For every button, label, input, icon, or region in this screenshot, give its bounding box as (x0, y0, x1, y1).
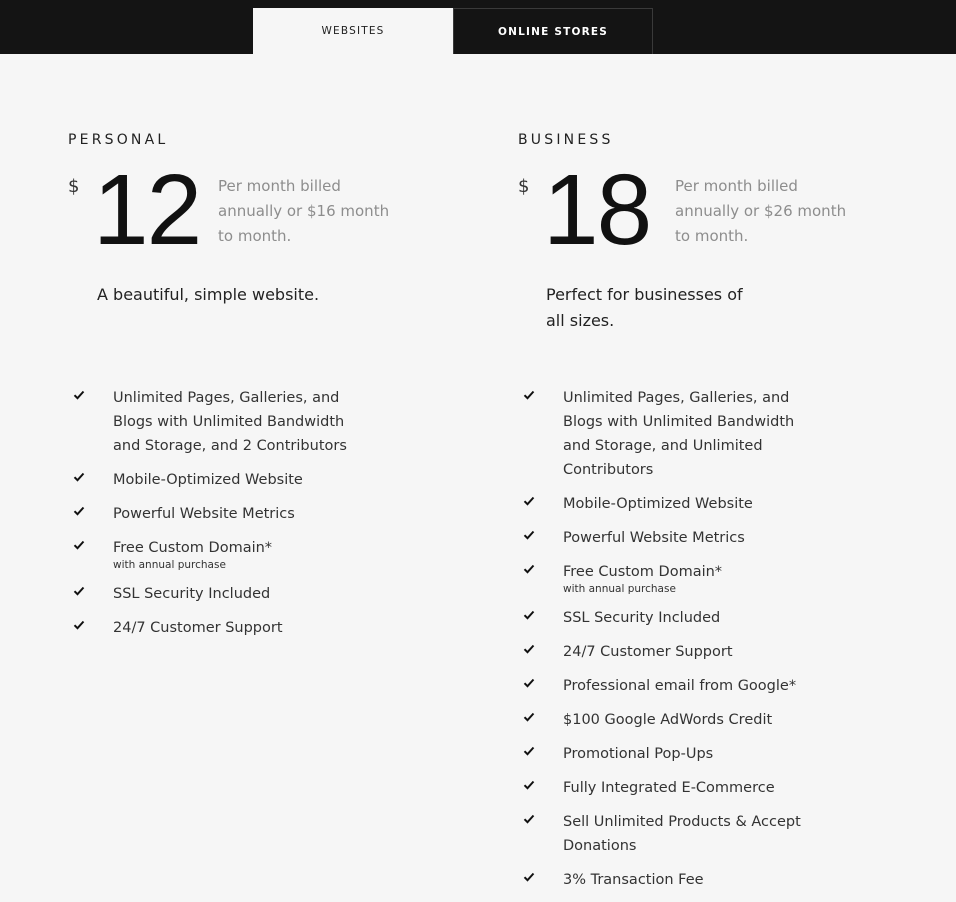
check-icon (523, 871, 535, 883)
feature-text: Mobile-Optimized Website (113, 472, 303, 488)
feature-item (518, 868, 818, 892)
plan-title: PERSONAL (68, 132, 169, 148)
feature-text: Fully Integrated E-Commerce (563, 780, 775, 796)
check-icon (73, 389, 85, 401)
feature-item (68, 582, 368, 606)
feature-item (518, 640, 818, 664)
billing-note: Per month billed annually or $16 month to month. (218, 177, 390, 245)
check-icon (73, 619, 85, 631)
feature-item (68, 502, 368, 526)
feature-item (68, 468, 368, 492)
feature-footnote: with annual purchase (113, 559, 226, 571)
feature-item (518, 606, 818, 630)
feature-text: Unlimited Pages, Galleries, and Blogs with Unlimited Bandwidth and Storage, and Unlimited Contributors (563, 390, 795, 478)
check-icon (523, 563, 535, 575)
currency-symbol: $ (68, 176, 80, 197)
feature-text: Powerful Website Metrics (563, 530, 745, 546)
feature-item (518, 708, 818, 732)
plan-type-tab-bar (0, 0, 956, 54)
check-icon (73, 585, 85, 597)
feature-text: $100 Google AdWords Credit (563, 712, 773, 728)
check-icon (523, 529, 535, 541)
feature-text: Powerful Website Metrics (113, 506, 295, 522)
feature-text: Unlimited Pages, Galleries, and Blogs with Unlimited Bandwidth and Storage, and 2 Contributors (113, 390, 347, 454)
check-icon (523, 813, 535, 825)
plan-tagline: Perfect for businesses of all sizes. (546, 285, 743, 330)
feature-list (68, 386, 368, 650)
billing-note: Per month billed annually or $26 month to month. (675, 177, 847, 245)
feature-text: 24/7 Customer Support (563, 644, 733, 660)
feature-item (518, 776, 818, 800)
check-icon (523, 779, 535, 791)
feature-text: Mobile-Optimized Website (563, 496, 753, 512)
feature-item (518, 560, 818, 596)
feature-text: 24/7 Customer Support (113, 620, 283, 636)
feature-text: Free Custom Domain* (113, 540, 273, 556)
check-icon (73, 505, 85, 517)
feature-item (68, 616, 368, 640)
currency-symbol: $ (518, 176, 530, 197)
feature-item (68, 386, 368, 458)
check-icon (73, 471, 85, 483)
feature-item (518, 492, 818, 516)
check-icon (523, 711, 535, 723)
plan-price: 18 (543, 154, 651, 266)
plan-tagline: A beautiful, simple website. (97, 285, 320, 304)
plan-price: 12 (93, 154, 201, 266)
feature-text: Free Custom Domain* (563, 564, 723, 580)
feature-text: 3% Transaction Fee (563, 872, 704, 888)
feature-text: Sell Unlimited Products & Accept Donations (563, 814, 801, 854)
feature-text: Promotional Pop-Ups (563, 746, 714, 762)
tab-online-stores[interactable]: ONLINE STORES (453, 8, 653, 54)
check-icon (523, 495, 535, 507)
plan-title: BUSINESS (518, 132, 614, 148)
feature-item (518, 674, 818, 698)
feature-footnote: with annual purchase (563, 583, 676, 595)
feature-text: SSL Security Included (113, 586, 271, 602)
check-icon (523, 609, 535, 621)
check-icon (73, 539, 85, 551)
feature-item (518, 810, 818, 858)
check-icon (523, 643, 535, 655)
feature-list (518, 386, 818, 902)
feature-item (68, 536, 368, 572)
feature-item (518, 386, 818, 482)
check-icon (523, 389, 535, 401)
feature-text: Professional email from Google* (563, 678, 797, 694)
feature-item (518, 526, 818, 550)
feature-item (518, 742, 818, 766)
feature-text: SSL Security Included (563, 610, 721, 626)
check-icon (523, 745, 535, 757)
tab-websites[interactable]: WEBSITES (253, 8, 453, 54)
check-icon (523, 677, 535, 689)
